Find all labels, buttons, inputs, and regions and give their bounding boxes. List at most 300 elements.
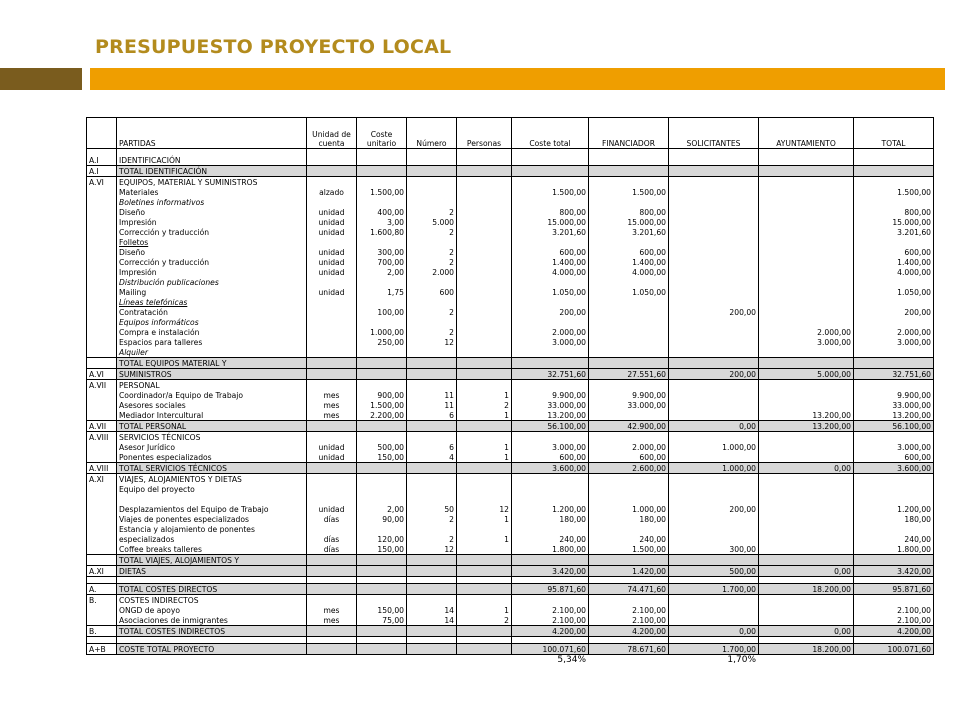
cell-financiador: 1.500,00 xyxy=(589,544,669,555)
cell-ayuntamiento xyxy=(759,484,854,494)
cell-unidad xyxy=(307,432,357,443)
cell-solicitantes xyxy=(669,337,759,347)
cell-coste-unitario xyxy=(357,626,407,637)
cell-code xyxy=(87,615,117,626)
cell-partida: Diseño xyxy=(117,247,307,257)
cell-coste-unitario: 1.600,80 xyxy=(357,227,407,237)
cell-coste-unitario: 2.200,00 xyxy=(357,410,407,421)
cell-coste-unitario xyxy=(357,524,407,534)
cell-unidad xyxy=(307,177,357,188)
cell-financiador xyxy=(589,307,669,317)
accent-bar-dark xyxy=(0,68,82,90)
cell-financiador: 600,00 xyxy=(589,452,669,463)
cell-coste-total: 95.871,60 xyxy=(512,584,589,595)
cell-total: 1.400,00 xyxy=(854,257,934,267)
cell-coste-total xyxy=(512,358,589,369)
cell-partida: TOTAL PERSONAL xyxy=(117,421,307,432)
cell-coste-unitario xyxy=(357,494,407,504)
table-header-row xyxy=(87,118,934,149)
cell-total: 4.000,00 xyxy=(854,267,934,277)
cell-personas: 1 xyxy=(457,390,512,400)
cell-total: 200,00 xyxy=(854,307,934,317)
cell-financiador: 1.000,00 xyxy=(589,504,669,514)
table-row xyxy=(87,452,934,463)
cell-coste-unitario: 2,00 xyxy=(357,504,407,514)
total-row xyxy=(87,584,934,595)
cell-unidad xyxy=(307,358,357,369)
table-row xyxy=(87,637,934,644)
cell-personas xyxy=(457,257,512,267)
cell-partida: Coffee breaks talleres xyxy=(117,544,307,555)
cell-total: 32.751,60 xyxy=(854,369,934,380)
cell-partida: Impresión xyxy=(117,217,307,227)
cell-solicitantes xyxy=(669,514,759,524)
cell-total xyxy=(854,494,934,504)
cell-coste-unitario xyxy=(357,584,407,595)
cell-solicitantes xyxy=(669,237,759,247)
cell-personas: 12 xyxy=(457,504,512,514)
cell-solicitantes xyxy=(669,400,759,410)
cell-total: 600,00 xyxy=(854,452,934,463)
cell-coste-total: 2.100,00 xyxy=(512,615,589,626)
cell-financiador xyxy=(589,177,669,188)
cell-coste-unitario xyxy=(357,463,407,474)
cell-coste-total xyxy=(512,317,589,327)
table-row xyxy=(87,177,934,188)
cell-ayuntamiento xyxy=(759,534,854,544)
cell-unidad xyxy=(307,494,357,504)
cell-personas xyxy=(457,595,512,606)
cell-solicitantes xyxy=(669,615,759,626)
cell-ayuntamiento xyxy=(759,197,854,207)
cell-coste-total: 1.800,00 xyxy=(512,544,589,555)
cell-partida: COSTES INDIRECTOS xyxy=(117,595,307,606)
cell-personas: 2 xyxy=(457,615,512,626)
cell-numero: 14 xyxy=(407,605,457,615)
cell-partida: Impresión xyxy=(117,267,307,277)
cell-total: 240,00 xyxy=(854,534,934,544)
cell-unidad xyxy=(307,237,357,247)
cell-personas xyxy=(457,555,512,566)
cell-solicitantes xyxy=(669,605,759,615)
cell-solicitantes xyxy=(669,317,759,327)
cell-total xyxy=(854,474,934,485)
cell-code: B. xyxy=(87,626,117,637)
cell-total xyxy=(854,347,934,358)
cell-solicitantes xyxy=(669,197,759,207)
cell-ayuntamiento xyxy=(759,358,854,369)
cell-partida: Estancia y alojamiento de ponentes xyxy=(117,524,307,534)
cell-solicitantes xyxy=(669,358,759,369)
cell-unidad xyxy=(307,155,357,166)
cell-coste-unitario: 2,00 xyxy=(357,267,407,277)
budget-table-body xyxy=(87,118,934,655)
cell-code: B. xyxy=(87,595,117,606)
cell-financiador: 3.201,60 xyxy=(589,227,669,237)
cell-unidad: unidad xyxy=(307,267,357,277)
budget-table xyxy=(86,117,934,655)
cell-numero xyxy=(407,644,457,655)
cell-coste-total: 2.000,00 xyxy=(512,327,589,337)
cell-personas: 1 xyxy=(457,605,512,615)
cell-unidad xyxy=(307,327,357,337)
header-code xyxy=(87,118,117,149)
cell-coste-unitario: 150,00 xyxy=(357,544,407,555)
cell-numero xyxy=(407,166,457,177)
cell-numero: 11 xyxy=(407,390,457,400)
cell-code xyxy=(87,494,117,504)
cell-total: 1.050,00 xyxy=(854,287,934,297)
total-row xyxy=(87,369,934,380)
cell-ayuntamiento: 0,00 xyxy=(759,463,854,474)
cell-code xyxy=(87,297,117,307)
cell-personas xyxy=(457,177,512,188)
total-row xyxy=(87,644,934,655)
cell-coste-unitario xyxy=(357,166,407,177)
cell-personas xyxy=(457,524,512,534)
cell-numero: 6 xyxy=(407,410,457,421)
cell-code: A.VI xyxy=(87,177,117,188)
cell-code: A.I xyxy=(87,166,117,177)
total-row xyxy=(87,421,934,432)
cell-numero: 2 xyxy=(407,257,457,267)
cell-numero xyxy=(407,369,457,380)
cell-personas xyxy=(457,227,512,237)
cell-ayuntamiento: 13.200,00 xyxy=(759,410,854,421)
cell-personas xyxy=(457,484,512,494)
cell-personas xyxy=(457,327,512,337)
cell-solicitantes xyxy=(669,257,759,267)
table-row xyxy=(87,524,934,534)
cell-solicitantes xyxy=(669,380,759,391)
table-row xyxy=(87,317,934,327)
cell-personas xyxy=(457,287,512,297)
table-row xyxy=(87,504,934,514)
cell-personas xyxy=(457,187,512,197)
cell-solicitantes xyxy=(669,177,759,188)
table-row xyxy=(87,197,934,207)
cell-financiador xyxy=(589,432,669,443)
cell-numero: 2.000 xyxy=(407,267,457,277)
cell-personas xyxy=(457,369,512,380)
cell-coste-unitario: 3,00 xyxy=(357,217,407,227)
cell-ayuntamiento xyxy=(759,297,854,307)
cell-numero xyxy=(407,584,457,595)
cell-personas xyxy=(457,267,512,277)
cell-ayuntamiento xyxy=(759,277,854,287)
cell-coste-total xyxy=(512,277,589,287)
cell-solicitantes: 1.700,00 xyxy=(669,584,759,595)
cell-code xyxy=(87,247,117,257)
cell-code xyxy=(87,442,117,452)
cell-code xyxy=(87,514,117,524)
table-row xyxy=(87,605,934,615)
cell-financiador xyxy=(589,327,669,337)
cell-code xyxy=(87,484,117,494)
cell-numero: 2 xyxy=(407,247,457,257)
cell-ayuntamiento xyxy=(759,474,854,485)
cell-code xyxy=(87,277,117,287)
cell-partida: especializados xyxy=(117,534,307,544)
cell-personas xyxy=(457,217,512,227)
cell-solicitantes: 1.000,00 xyxy=(669,463,759,474)
cell-numero xyxy=(407,187,457,197)
cell-unidad: unidad xyxy=(307,207,357,217)
cell-ayuntamiento xyxy=(759,257,854,267)
cell-unidad xyxy=(307,421,357,432)
cell-coste-unitario: 150,00 xyxy=(357,452,407,463)
cell-partida: Asociaciones de inmigrantes xyxy=(117,615,307,626)
cell-financiador xyxy=(589,317,669,327)
page-title: PRESUPUESTO PROYECTO LOCAL xyxy=(95,36,452,58)
cell-solicitantes xyxy=(669,347,759,358)
cell-solicitantes xyxy=(669,555,759,566)
cell-ayuntamiento: 13.200,00 xyxy=(759,421,854,432)
cell-total xyxy=(854,358,934,369)
cell-unidad xyxy=(307,584,357,595)
cell-ayuntamiento xyxy=(759,166,854,177)
cell-solicitantes xyxy=(669,247,759,257)
cell-total xyxy=(854,484,934,494)
cell-solicitantes xyxy=(669,390,759,400)
cell-partida: Boletines informativos xyxy=(117,197,307,207)
cell-total: 15.000,00 xyxy=(854,217,934,227)
cell-partida: Asesores sociales xyxy=(117,400,307,410)
cell-numero xyxy=(407,347,457,358)
cell-code xyxy=(87,637,117,644)
cell-solicitantes xyxy=(669,207,759,217)
cell-personas: 1 xyxy=(457,514,512,524)
cell-unidad xyxy=(307,317,357,327)
cell-total: 9.900,00 xyxy=(854,390,934,400)
cell-numero: 2 xyxy=(407,307,457,317)
cell-financiador xyxy=(589,347,669,358)
table-row xyxy=(87,287,934,297)
cell-coste-unitario xyxy=(357,297,407,307)
cell-ayuntamiento xyxy=(759,227,854,237)
cell-personas xyxy=(457,297,512,307)
cell-coste-total xyxy=(512,577,589,584)
cell-ayuntamiento: 0,00 xyxy=(759,626,854,637)
cell-partida xyxy=(117,494,307,504)
cell-unidad: alzado xyxy=(307,187,357,197)
cell-coste-total: 3.420,00 xyxy=(512,566,589,577)
cell-coste-total: 800,00 xyxy=(512,207,589,217)
cell-total: 56.100,00 xyxy=(854,421,934,432)
table-row xyxy=(87,277,934,287)
cell-numero xyxy=(407,566,457,577)
header-total: TOTAL xyxy=(854,118,934,149)
table-row xyxy=(87,187,934,197)
cell-solicitantes: 1.000,00 xyxy=(669,442,759,452)
cell-total xyxy=(854,555,934,566)
cell-unidad xyxy=(307,347,357,358)
cell-ayuntamiento xyxy=(759,177,854,188)
cell-numero xyxy=(407,626,457,637)
cell-coste-total: 3.600,00 xyxy=(512,463,589,474)
cell-total xyxy=(854,297,934,307)
cell-solicitantes: 1.700,00 xyxy=(669,644,759,655)
cell-coste-total: 3.201,60 xyxy=(512,227,589,237)
cell-coste-unitario: 100,00 xyxy=(357,307,407,317)
cell-financiador xyxy=(589,166,669,177)
cell-unidad: unidad xyxy=(307,217,357,227)
cell-coste-total: 3.000,00 xyxy=(512,337,589,347)
cell-coste-unitario xyxy=(357,644,407,655)
cell-solicitantes xyxy=(669,452,759,463)
cell-coste-unitario: 250,00 xyxy=(357,337,407,347)
cell-solicitantes: 0,00 xyxy=(669,421,759,432)
cell-solicitantes: 500,00 xyxy=(669,566,759,577)
cell-ayuntamiento xyxy=(759,287,854,297)
table-row xyxy=(87,474,934,485)
cell-code: A+B xyxy=(87,644,117,655)
header-personas: Personas xyxy=(457,118,512,149)
cell-financiador xyxy=(589,494,669,504)
cell-total xyxy=(854,177,934,188)
cell-coste-unitario: 90,00 xyxy=(357,514,407,524)
cell-personas: 2 xyxy=(457,400,512,410)
cell-ayuntamiento xyxy=(759,494,854,504)
table-row xyxy=(87,247,934,257)
cell-unidad xyxy=(307,566,357,577)
cell-coste-total xyxy=(512,524,589,534)
cell-personas xyxy=(457,307,512,317)
cell-coste-unitario xyxy=(357,197,407,207)
cell-coste-total: 100.071,60 xyxy=(512,644,589,655)
cell-ayuntamiento xyxy=(759,577,854,584)
cell-financiador: 4.000,00 xyxy=(589,267,669,277)
cell-code: A. xyxy=(87,584,117,595)
cell-coste-unitario: 300,00 xyxy=(357,247,407,257)
cell-financiador: 2.100,00 xyxy=(589,615,669,626)
cell-unidad: unidad xyxy=(307,504,357,514)
cell-coste-total xyxy=(512,595,589,606)
cell-coste-total xyxy=(512,237,589,247)
cell-total: 3.000,00 xyxy=(854,337,934,347)
cell-unidad xyxy=(307,197,357,207)
cell-numero xyxy=(407,297,457,307)
total-row xyxy=(87,626,934,637)
cell-coste-unitario: 700,00 xyxy=(357,257,407,267)
cell-coste-total xyxy=(512,555,589,566)
cell-partida: ONGD de apoyo xyxy=(117,605,307,615)
cell-financiador xyxy=(589,555,669,566)
cell-total: 1.500,00 xyxy=(854,187,934,197)
cell-personas xyxy=(457,432,512,443)
header-unidad: Unidad de cuenta xyxy=(307,118,357,149)
cell-numero xyxy=(407,237,457,247)
cell-ayuntamiento xyxy=(759,442,854,452)
cell-unidad: mes xyxy=(307,400,357,410)
table-row xyxy=(87,494,934,504)
cell-solicitantes: 200,00 xyxy=(669,504,759,514)
cell-coste-total: 4.000,00 xyxy=(512,267,589,277)
cell-personas xyxy=(457,277,512,287)
financiador-percentage: 1,70% xyxy=(727,655,756,665)
cell-partida: Desplazamientos del Equipo de Trabajo xyxy=(117,504,307,514)
cell-ayuntamiento xyxy=(759,605,854,615)
cell-partida: TOTAL IDENTIFICACIÓN xyxy=(117,166,307,177)
cell-partida: Distribución publicaciones xyxy=(117,277,307,287)
cell-total: 4.200,00 xyxy=(854,626,934,637)
cell-total: 2.000,00 xyxy=(854,327,934,337)
cell-numero: 2 xyxy=(407,534,457,544)
cell-coste-unitario: 1.000,00 xyxy=(357,327,407,337)
cell-coste-total xyxy=(512,347,589,358)
cell-numero: 2 xyxy=(407,514,457,524)
cell-coste-unitario: 1,75 xyxy=(357,287,407,297)
cell-financiador: 15.000,00 xyxy=(589,217,669,227)
cell-ayuntamiento xyxy=(759,247,854,257)
cell-unidad: unidad xyxy=(307,257,357,267)
cell-coste-total xyxy=(512,380,589,391)
table-row xyxy=(87,297,934,307)
cell-financiador xyxy=(589,524,669,534)
cell-coste-unitario: 400,00 xyxy=(357,207,407,217)
cell-coste-total xyxy=(512,474,589,485)
budget-table-container xyxy=(86,117,933,665)
cell-financiador: 4.200,00 xyxy=(589,626,669,637)
percentage-row-table xyxy=(86,655,933,665)
cell-code: A.VII xyxy=(87,380,117,391)
cell-code xyxy=(87,358,117,369)
cell-ayuntamiento xyxy=(759,217,854,227)
total-row xyxy=(87,358,934,369)
cell-solicitantes xyxy=(669,637,759,644)
cell-coste-unitario xyxy=(357,317,407,327)
cell-ayuntamiento xyxy=(759,187,854,197)
cell-coste-total: 13.200,00 xyxy=(512,410,589,421)
cell-coste-total: 1.500,00 xyxy=(512,187,589,197)
cell-total xyxy=(854,155,934,166)
cell-unidad xyxy=(307,369,357,380)
cell-unidad: unidad xyxy=(307,287,357,297)
cell-code: A.XI xyxy=(87,566,117,577)
cell-solicitantes xyxy=(669,474,759,485)
cell-code xyxy=(87,452,117,463)
cell-code xyxy=(87,410,117,421)
cell-coste-unitario: 900,00 xyxy=(357,390,407,400)
cell-coste-total xyxy=(512,494,589,504)
cell-financiador xyxy=(589,337,669,347)
cell-ayuntamiento: 2.000,00 xyxy=(759,327,854,337)
cell-financiador xyxy=(589,577,669,584)
cell-financiador xyxy=(589,277,669,287)
cell-personas xyxy=(457,155,512,166)
cell-personas xyxy=(457,197,512,207)
cell-ayuntamiento xyxy=(759,555,854,566)
cell-partida: SERVICIOS TÉCNICOS xyxy=(117,432,307,443)
table-row xyxy=(87,410,934,421)
cell-partida: Materiales xyxy=(117,187,307,197)
cell-unidad: mes xyxy=(307,605,357,615)
cell-unidad: unidad xyxy=(307,442,357,452)
cell-total: 3.201,60 xyxy=(854,227,934,237)
cell-unidad xyxy=(307,277,357,287)
cell-coste-total: 1.400,00 xyxy=(512,257,589,267)
cell-unidad: días xyxy=(307,534,357,544)
cell-financiador: 800,00 xyxy=(589,207,669,217)
cell-coste-unitario xyxy=(357,358,407,369)
cell-financiador: 42.900,00 xyxy=(589,421,669,432)
cell-coste-total xyxy=(512,166,589,177)
cell-coste-unitario xyxy=(357,555,407,566)
cell-partida: Diseño xyxy=(117,207,307,217)
cell-numero xyxy=(407,358,457,369)
cell-coste-unitario: 500,00 xyxy=(357,442,407,452)
cell-total: 95.871,60 xyxy=(854,584,934,595)
